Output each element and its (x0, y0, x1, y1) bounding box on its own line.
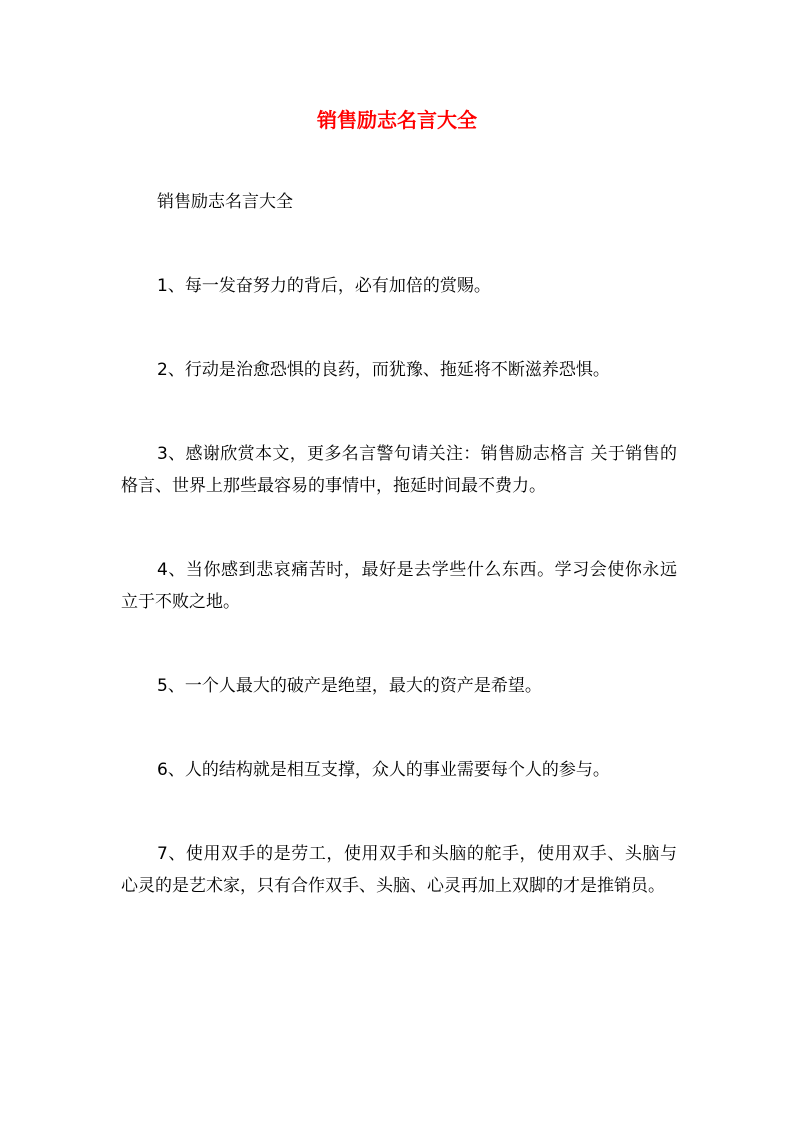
paragraph-quote-6: 6、人的结构就是相互支撑，众人的事业需要每个人的参与。 (157, 760, 610, 780)
document-body (121, 186, 677, 954)
paragraph-quote-3: 3、感谢欣赏本文，更多名言警句请关注：销售励志格言 关于销售的格言、世界上那些最容易的事情中，拖延时间最不费力。 (121, 444, 677, 496)
paragraph-quote-2: 2、行动是治愈恐惧的良药，而犹豫、拖延将不断滋养恐惧。 (157, 360, 610, 380)
paragraph-quote-4: 4、当你感到悲哀痛苦时，最好是去学些什么东西。学习会使你永远立于不败之地。 (121, 560, 677, 612)
paragraph-quote-5: 5、一个人最大的破产是绝望，最大的资产是希望。 (157, 676, 542, 696)
paragraph-subtitle: 销售励志名言大全 (157, 192, 293, 212)
paragraph-quote-1: 1、每一发奋努力的背后，必有加倍的赏赐。 (157, 276, 491, 296)
paragraph-quote-7: 7、使用双手的是劳工，使用双手和头脑的舵手，使用双手、头脑与心灵的是艺术家，只有合作双手、头脑、心灵再加上双脚的才是推销员。 (121, 844, 677, 896)
document-title: 销售励志名言大全 (317, 108, 477, 132)
